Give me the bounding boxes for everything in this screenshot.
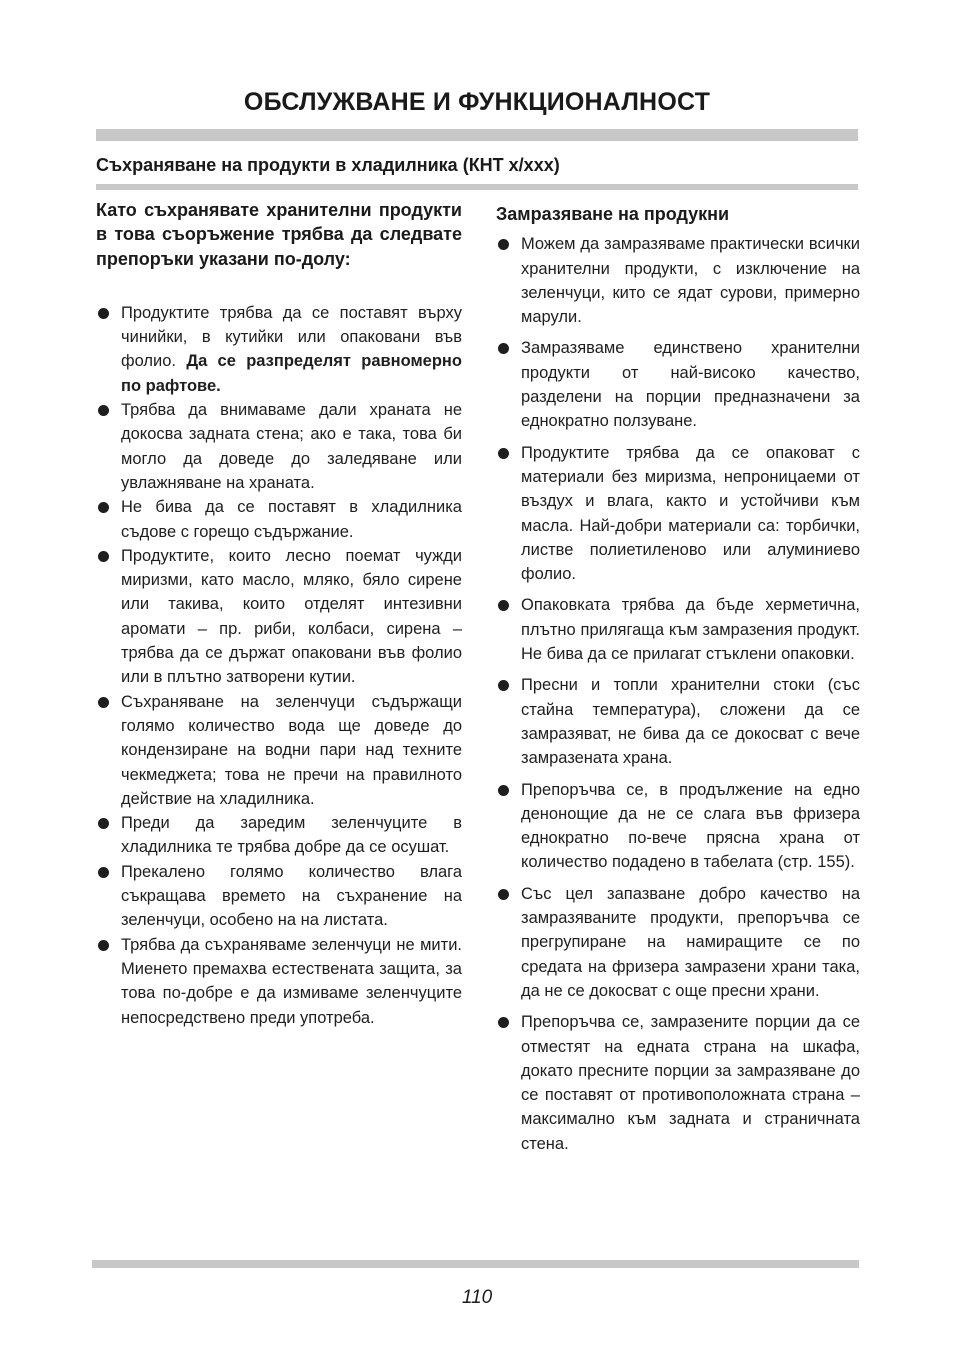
freezing-heading: Замразяване на продукни: [496, 204, 730, 224]
list-item: [496, 336, 860, 433]
section-subtitle: Съхраняване на продукти в хладилника (КНТ х/ххх): [96, 155, 560, 175]
page-number: 110: [461, 1287, 493, 1308]
list-item-text: Продуктите, които лесно поемат чужди миризми, като масло, мляко, бяло сирене или такива, които отделят интезивни аромати – пр. риби, колбаси, сирена – трябва да се държат опаковани във фолио или в плътно затворени кутии.: [121, 546, 462, 687]
list-item-text: Продуктите трябва да се опаковат с материали без миризма, непроницаеми от въздух и влага, както и устойчиви към масла. Най-добри материали са: торбички, листве полиетиленово или алуминиево фолио.: [521, 443, 860, 584]
list-item: [496, 1010, 860, 1156]
bullet-icon: [498, 889, 509, 900]
list-item: [496, 593, 860, 666]
list-item-text: Преди да заредим зеленчуците в хладилника те трябва добре да се осушат.: [121, 814, 462, 857]
list-item: [496, 232, 860, 329]
footer-divider: [92, 1260, 859, 1268]
page-title: ОБСЛУЖВАНЕ И ФУНКЦИОНАЛНОСТ: [243, 88, 711, 116]
list-item: [496, 882, 860, 1003]
freezing-list: [496, 232, 860, 1156]
list-item-emphasis: Да се разпределят равномерно по рафтове.: [121, 352, 462, 395]
list-item: [496, 673, 860, 770]
list-item-text: Замразяваме единствено хранителни продукти от най-високо качество, разделени на порции предназначени за еднократно ползуване.: [521, 339, 860, 431]
list-item-text: Пресни и топли хранителни стоки (със стайна температура), сложени да се замразяват, не бива да се докосват с вече замразената храна.: [521, 676, 860, 768]
list-item-text: Опаковката трябва да бъде херметична, плътно прилягаща към замразения продукт. Не бива да се прилагат стъклени опаковки.: [521, 596, 860, 664]
list-item: [96, 690, 462, 811]
bullet-icon: [98, 940, 109, 951]
list-item: [496, 778, 860, 875]
bullet-icon: [98, 551, 109, 562]
bullet-icon: [498, 1017, 509, 1028]
list-item: [96, 933, 462, 1030]
bullet-icon: [98, 308, 109, 319]
title-divider: [96, 129, 858, 141]
list-item: [96, 301, 462, 398]
bullet-icon: [98, 502, 109, 513]
list-item-text: Можем да замразяваме практически всички хранителни продукти, с изключение на зеленчуци, кито се ядат сурови, примерно марули.: [521, 235, 860, 327]
bullet-icon: [498, 239, 509, 250]
list-item-text: Препоръчва се, замразените порции да се отместят на едната страна на шкафа, докато пресните порции за замразяване до се поставят от противоположната страна – максимално към задната и страничната стена.: [521, 1013, 860, 1153]
list-item: [96, 544, 462, 690]
list-item: [496, 441, 860, 587]
list-item-text: Не бива да се поставят в хладилника съдове с горещо съдържание.: [121, 498, 462, 541]
bullet-icon: [98, 405, 109, 416]
list-item: [96, 495, 462, 544]
list-item-text: Трябва да съхраняваме зеленчуци не мити. Миенето премахва естествената защита, за това по-добре е да измиваме зеленчуците непосредствено преди употреба.: [121, 935, 462, 1027]
bullet-icon: [498, 600, 509, 611]
bullet-icon: [498, 680, 509, 691]
left-column: [96, 198, 462, 1030]
intro-paragraph: Като съхранявате хранителни продукти в това съоръжение трябва да следвате препоръки указани по-долу:: [96, 200, 462, 269]
list-item-text: Трябва да внимаваме дали храната не докосва задната стена; ако е така, това би могло да доведе до заледяване или увлажняване на храната.: [121, 401, 462, 492]
list-item: [96, 811, 462, 860]
subtitle-divider: [96, 184, 858, 190]
bullet-icon: [98, 867, 109, 878]
list-item-text: Съхраняване на зеленчуци съдържащи голямо количество вода ще доведе до кондензиране на водни пари над техните чекмеджета; това не пречи на правилното действие на хладилника.: [121, 692, 462, 808]
bullet-icon: [98, 697, 109, 708]
bullet-icon: [498, 785, 509, 796]
list-item-text: Със цел запазване добро качество на замразяваните продукти, препоръчва се прегрупиране на намиращите се по средата на фризера замразени храни така, да не се докосват с още пресни храни.: [521, 884, 860, 1000]
list-item: [96, 398, 462, 495]
list-item-text: Продуктите трябва да се поставят върху чинийки, в кутийки или опаковани във фолио.: [121, 303, 462, 371]
bullet-icon: [98, 818, 109, 829]
right-column: [496, 198, 860, 1163]
storage-recommendations-list: [96, 301, 462, 1030]
bullet-icon: [498, 343, 509, 354]
list-item-text: Прекалено голямо количество влага съкращава времето на съхранение на зеленчуци, особено на на листата.: [121, 862, 462, 930]
bullet-icon: [498, 448, 509, 459]
list-item-text: Препоръчва се, в продължение на едно денонощие да не се слага във фризера еднократно по-вече прясна храна от количество подадено в табелата (стр. 155).: [521, 780, 860, 872]
list-item: [96, 860, 462, 933]
